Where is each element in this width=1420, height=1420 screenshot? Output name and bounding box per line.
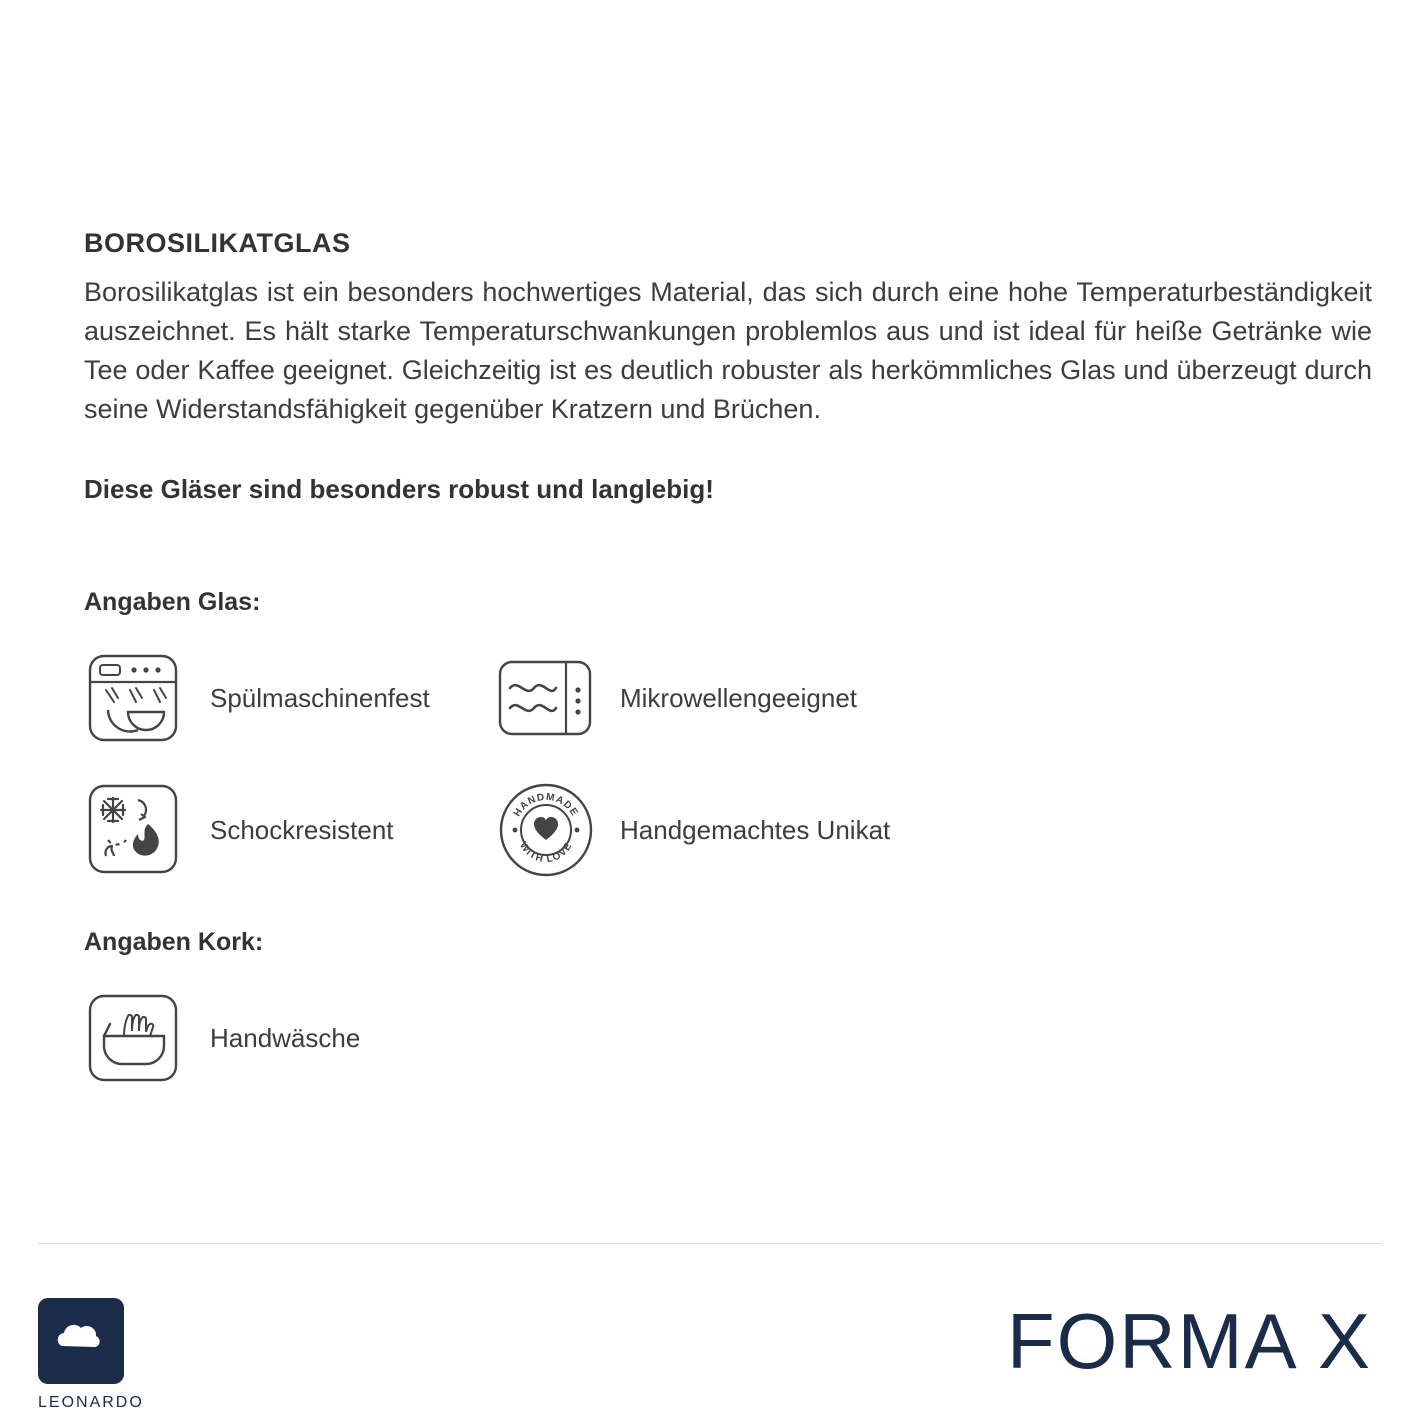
- material-highlight: Diese Gläser sind besonders robust und langlebig!: [84, 473, 714, 504]
- footer: [0, 1270, 1420, 1420]
- leonardo-logo-icon: [38, 1298, 124, 1384]
- footer-divider: [38, 1243, 1382, 1244]
- spec-item-shock-resistant: [84, 775, 494, 885]
- brand-title: FORMA X: [1006, 1297, 1372, 1385]
- material-description-block: [84, 228, 1372, 505]
- cork-icon-row-1: [84, 983, 1284, 1093]
- spec-label-hand-wash: Handwäsche: [210, 1022, 361, 1053]
- spec-item-microwave-safe: [494, 643, 857, 753]
- spec-item-hand-wash: [84, 983, 494, 1093]
- spec-label-handmade: Handgemachtes Unikat: [620, 814, 891, 845]
- glass-icon-row-1: [84, 643, 1284, 753]
- cork-icon-grid: [84, 983, 1284, 1093]
- shock-resistant-icon: [84, 778, 188, 882]
- dishwasher-safe-icon: [84, 646, 188, 750]
- spec-label-microwave-safe: Mikrowellengeeignet: [620, 682, 858, 713]
- glass-specs-label: Angaben Glas:: [84, 588, 261, 616]
- svg-text:WITH LOVE: WITH LOVE: [517, 840, 575, 866]
- material-paragraph: Borosilikatglas ist ein besonders hochwertiges Material, das sich durch eine hohe Temperaturbeständigkeit auszeichnet. Es hält starke Temperaturschwankungen problemlos aus und ist ideal für heiße Getränke wie Tee oder Kaffee geeignet. Gleichzeitig ist es deutlich robuster als herkömmliches Glas und überzeugt durch seine Widerstandsfähigkeit gegenüber Kratzern und Brüchen.: [84, 277, 1372, 425]
- cork-specs-label: Angaben Kork:: [84, 928, 264, 956]
- spec-item-handmade: [494, 775, 890, 885]
- glass-specs-section: [84, 588, 1284, 885]
- glass-icon-grid: [84, 643, 1284, 885]
- glass-icon-row-2: [84, 775, 1284, 885]
- svg-text:HANDMADE: HANDMADE: [511, 791, 581, 819]
- hand-wash-icon: [84, 986, 188, 1090]
- leonardo-wordmark: LEONARDO: [38, 1394, 144, 1411]
- cork-specs-section: [84, 928, 1284, 1093]
- handmade-with-love-icon: [494, 778, 598, 882]
- page-title: BOROSILIKATGLAS: [84, 228, 351, 258]
- spec-item-dishwasher-safe: [84, 643, 494, 753]
- spec-label-dishwasher-safe: Spülmaschinenfest: [210, 682, 430, 713]
- microwave-safe-icon: [494, 646, 598, 750]
- spec-label-shock-resistant: Schockresistent: [210, 814, 394, 845]
